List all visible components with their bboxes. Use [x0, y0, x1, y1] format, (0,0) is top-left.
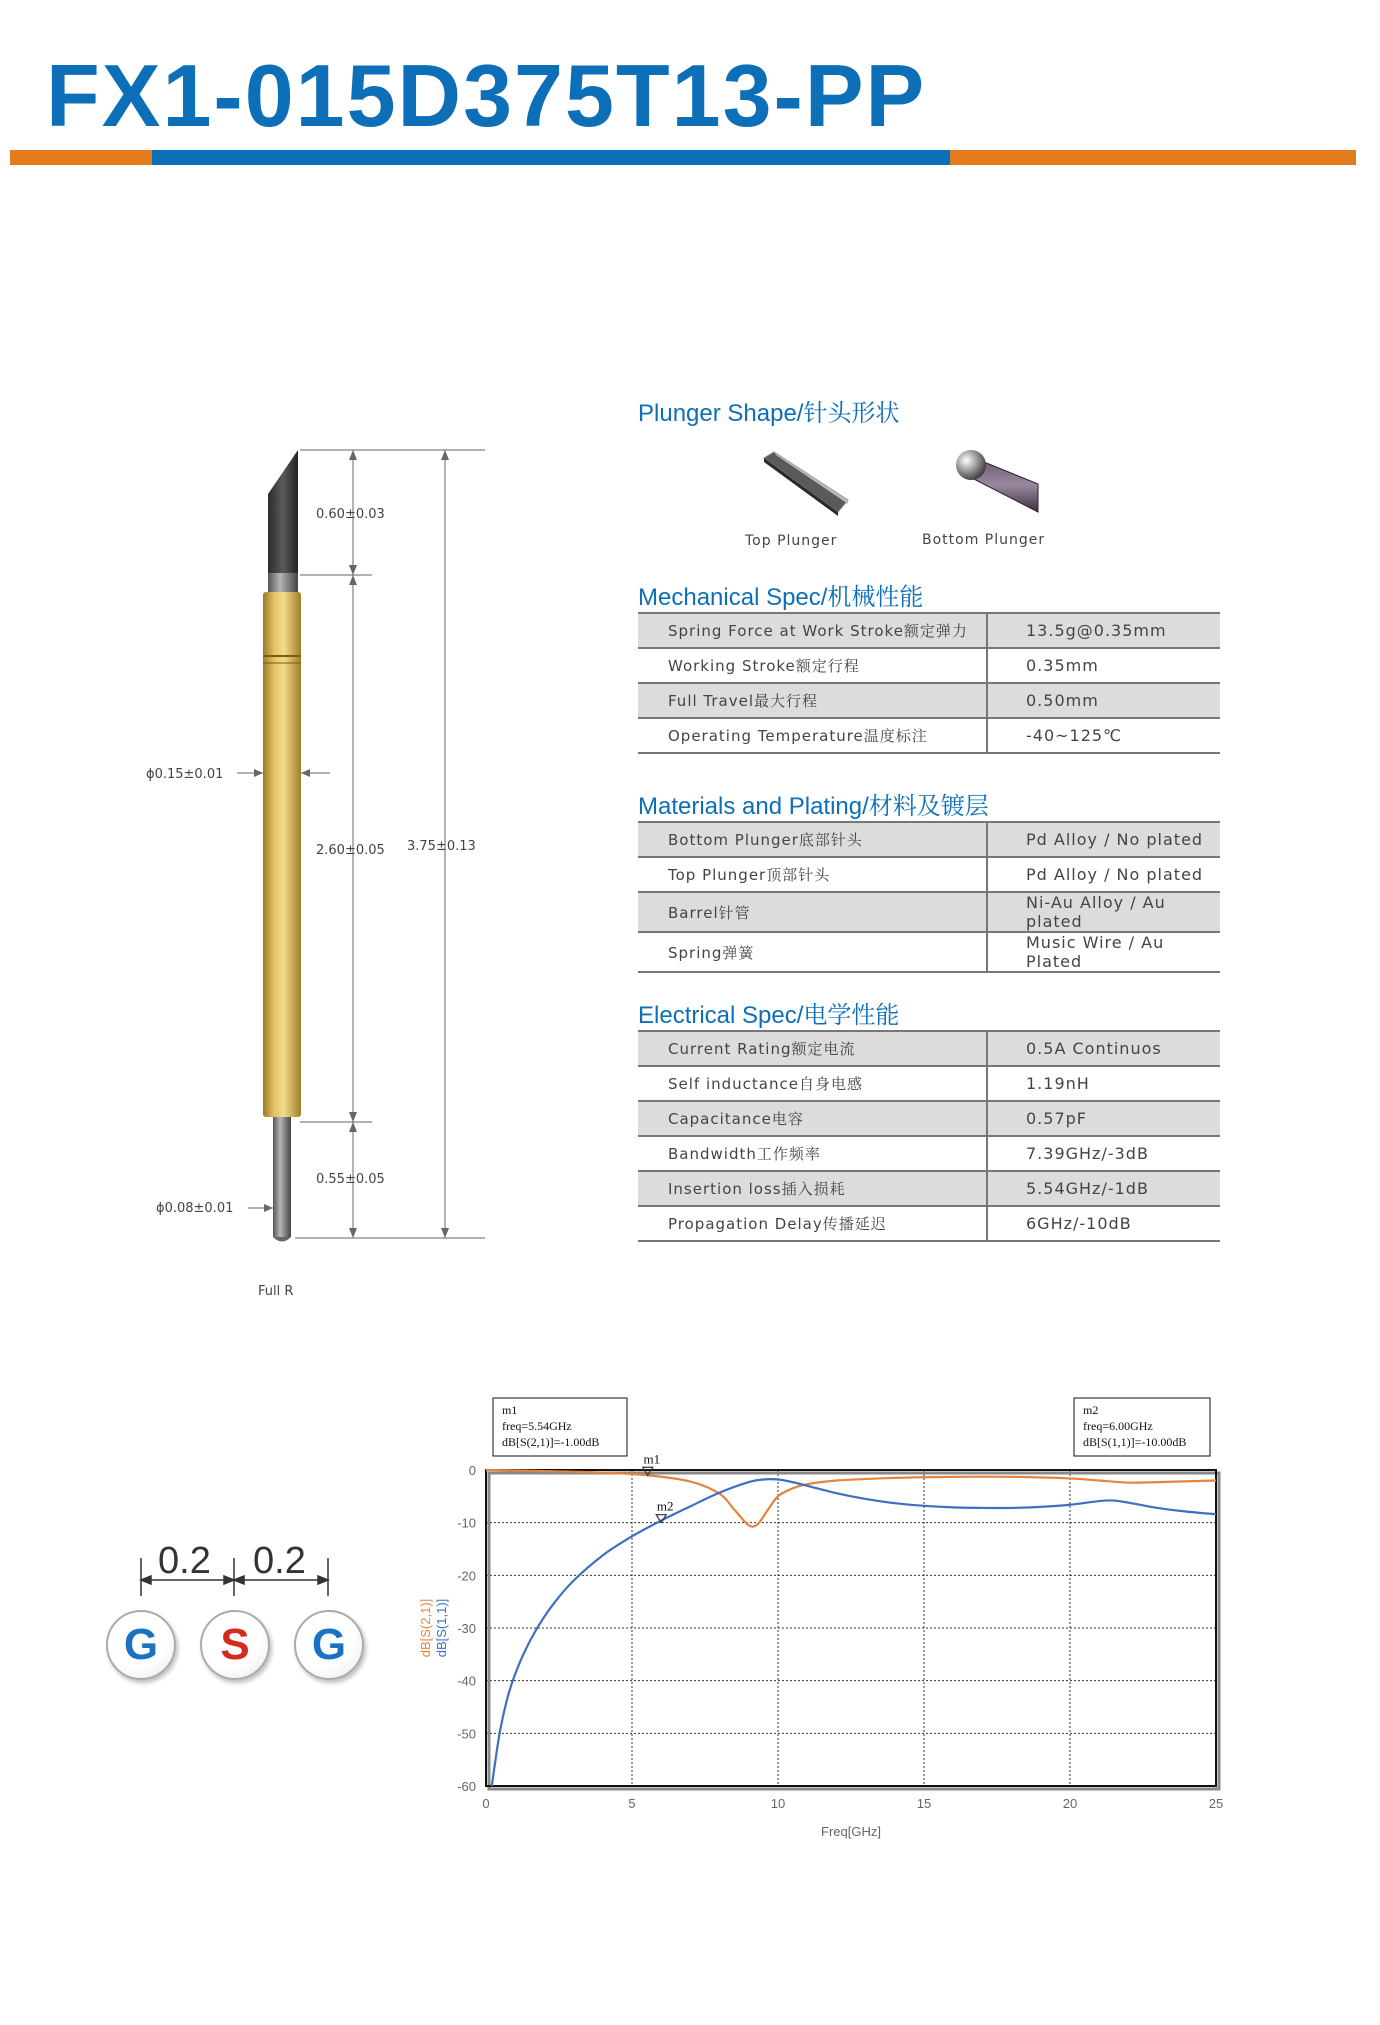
- bottom-plunger-shape: [273, 1117, 291, 1237]
- table-row: [638, 857, 1220, 892]
- table-row: [638, 613, 1220, 648]
- table-row: [638, 1031, 1220, 1066]
- spec-label: Barrel针管: [638, 892, 987, 932]
- materials-table: [638, 821, 1220, 973]
- table-row: [638, 1136, 1220, 1171]
- spec-value: -40~125℃: [987, 718, 1220, 753]
- spec-value: 7.39GHz/-3dB: [987, 1136, 1220, 1171]
- table-row: [638, 892, 1220, 932]
- spec-label: Current Rating额定电流: [638, 1031, 987, 1066]
- table-row: [638, 932, 1220, 972]
- spec-label: Bottom Plunger底部针头: [638, 822, 987, 857]
- barrel-dia-label: ϕ0.15±0.01: [146, 767, 224, 782]
- table-row: [638, 718, 1220, 753]
- top-plunger-shape: [268, 450, 298, 575]
- y-tick-label: -50: [457, 1726, 476, 1742]
- top-plunger-image: [762, 450, 852, 516]
- s-parameter-chart: [400, 1380, 1230, 1850]
- y-tick-label: -40: [457, 1673, 476, 1689]
- mechanical-title: Mechanical Spec/机械性能: [638, 584, 924, 611]
- spec-value: 0.50mm: [987, 683, 1220, 718]
- spec-value: Music Wire / Au Plated: [987, 932, 1220, 972]
- gsg-ground-left: G: [106, 1610, 176, 1680]
- gsg-pitch-left: 0.2: [158, 1540, 211, 1582]
- bottom-plunger-image: [952, 444, 1042, 516]
- spec-value: Ni-Au Alloy / Au plated: [987, 892, 1220, 932]
- table-row: [638, 1171, 1220, 1206]
- table-row: [638, 648, 1220, 683]
- top-plunger-collar: [268, 573, 298, 593]
- spec-value: 13.5g@0.35mm: [987, 613, 1220, 648]
- series-line-s11: [492, 1479, 1216, 1786]
- spec-label: Capacitance电容: [638, 1101, 987, 1136]
- x-tick-label: 20: [1062, 1796, 1078, 1811]
- spec-label: Propagation Delay传播延迟: [638, 1206, 987, 1241]
- x-tick-label: 0: [482, 1796, 490, 1811]
- spec-value: 6GHz/-10dB: [987, 1206, 1220, 1241]
- spec-label: Bandwidth工作频率: [638, 1136, 987, 1171]
- y-tick-label: -30: [457, 1621, 476, 1636]
- marker-label: m2: [656, 1498, 674, 1514]
- bottom-plunger-label: Bottom Plunger: [922, 532, 1046, 548]
- electrical-title: Electrical Spec/电学性能: [638, 1002, 900, 1029]
- tip-dia-label: ϕ0.08±0.01: [156, 1201, 234, 1216]
- x-tick-label: 5: [628, 1796, 636, 1811]
- spec-value: 0.35mm: [987, 648, 1220, 683]
- spec-value: 1.19nH: [987, 1066, 1220, 1101]
- series-line-s21: [486, 1470, 1216, 1527]
- y-axis-label-s11: dB[S(1,1)]: [434, 1598, 449, 1658]
- electrical-table: [638, 1030, 1220, 1242]
- x-tick-label: 25: [1208, 1796, 1224, 1811]
- table-row: [638, 1066, 1220, 1101]
- spec-value: 5.54GHz/-1dB: [987, 1171, 1220, 1206]
- materials-title: Materials and Plating/材料及镀层: [638, 793, 989, 820]
- probe-drawing: [130, 440, 510, 1310]
- spec-value: 0.5A Continuos: [987, 1031, 1220, 1066]
- spec-label: Operating Temperature温度标注: [638, 718, 987, 753]
- annotation-text: dB[S(1,1)]=-10.00dB: [1083, 1435, 1187, 1449]
- header-bar-middle: [152, 150, 950, 165]
- y-tick-label: -60: [457, 1779, 476, 1794]
- tip-note-label: Full R: [258, 1284, 294, 1299]
- table-row: [638, 683, 1220, 718]
- spec-value: Pd Alloy / No plated: [987, 822, 1220, 857]
- spec-value: Pd Alloy / No plated: [987, 857, 1220, 892]
- mechanical-table: [638, 612, 1220, 754]
- total-length-label: 3.75±0.13: [407, 839, 476, 854]
- spec-label: Self inductance自身电感: [638, 1066, 987, 1101]
- annotation-text: dB[S(2,1)]=-1.00dB: [502, 1435, 600, 1449]
- x-axis-label: Freq[GHz]: [821, 1824, 881, 1839]
- x-tick-label: 10: [770, 1796, 786, 1811]
- x-tick-label: 15: [916, 1796, 932, 1811]
- barrel-shape: [263, 592, 301, 1117]
- table-row: [638, 822, 1220, 857]
- spec-label: Spring Force at Work Stroke额定弹力: [638, 613, 987, 648]
- table-row: [638, 1101, 1220, 1136]
- page-title: FX1-015D375T13-PP: [46, 46, 927, 145]
- spec-label: Working Stroke额定行程: [638, 648, 987, 683]
- annotation-text: m1: [502, 1403, 518, 1417]
- table-row: [638, 1206, 1220, 1241]
- plot-shadow: [489, 1473, 1219, 1789]
- top-plunger-label: Top Plunger: [745, 533, 838, 549]
- header-bar-right: [950, 150, 1356, 165]
- y-tick-label: -20: [457, 1568, 476, 1584]
- gsg-ground-right: G: [294, 1610, 364, 1680]
- spec-label: Insertion loss插入损耗: [638, 1171, 987, 1206]
- header-bar-left: [10, 150, 152, 165]
- annotation-text: freq=6.00GHz: [1083, 1419, 1153, 1433]
- top-length-label: 0.60±0.03: [316, 507, 385, 522]
- marker-label: m1: [643, 1451, 661, 1467]
- barrel-length-label: 2.60±0.05: [316, 843, 385, 858]
- annotation-text: freq=5.54GHz: [502, 1419, 572, 1433]
- spec-label: Top Plunger顶部针头: [638, 857, 987, 892]
- plunger-shape-title: Plunger Shape/针头形状: [638, 400, 900, 427]
- annotation-text: m2: [1083, 1403, 1099, 1417]
- y-tick-label: -10: [457, 1515, 476, 1531]
- y-axis-label-s21: dB[S(2,1)]: [418, 1598, 433, 1658]
- spec-label: Spring弹簧: [638, 932, 987, 972]
- tail-length-label: 0.55±0.05: [316, 1172, 385, 1187]
- spec-label: Full Travel最大行程: [638, 683, 987, 718]
- spec-value: 0.57pF: [987, 1101, 1220, 1136]
- y-tick-label: 0: [468, 1463, 476, 1478]
- gsg-signal: S: [200, 1610, 270, 1680]
- gsg-pitch-right: 0.2: [253, 1540, 306, 1582]
